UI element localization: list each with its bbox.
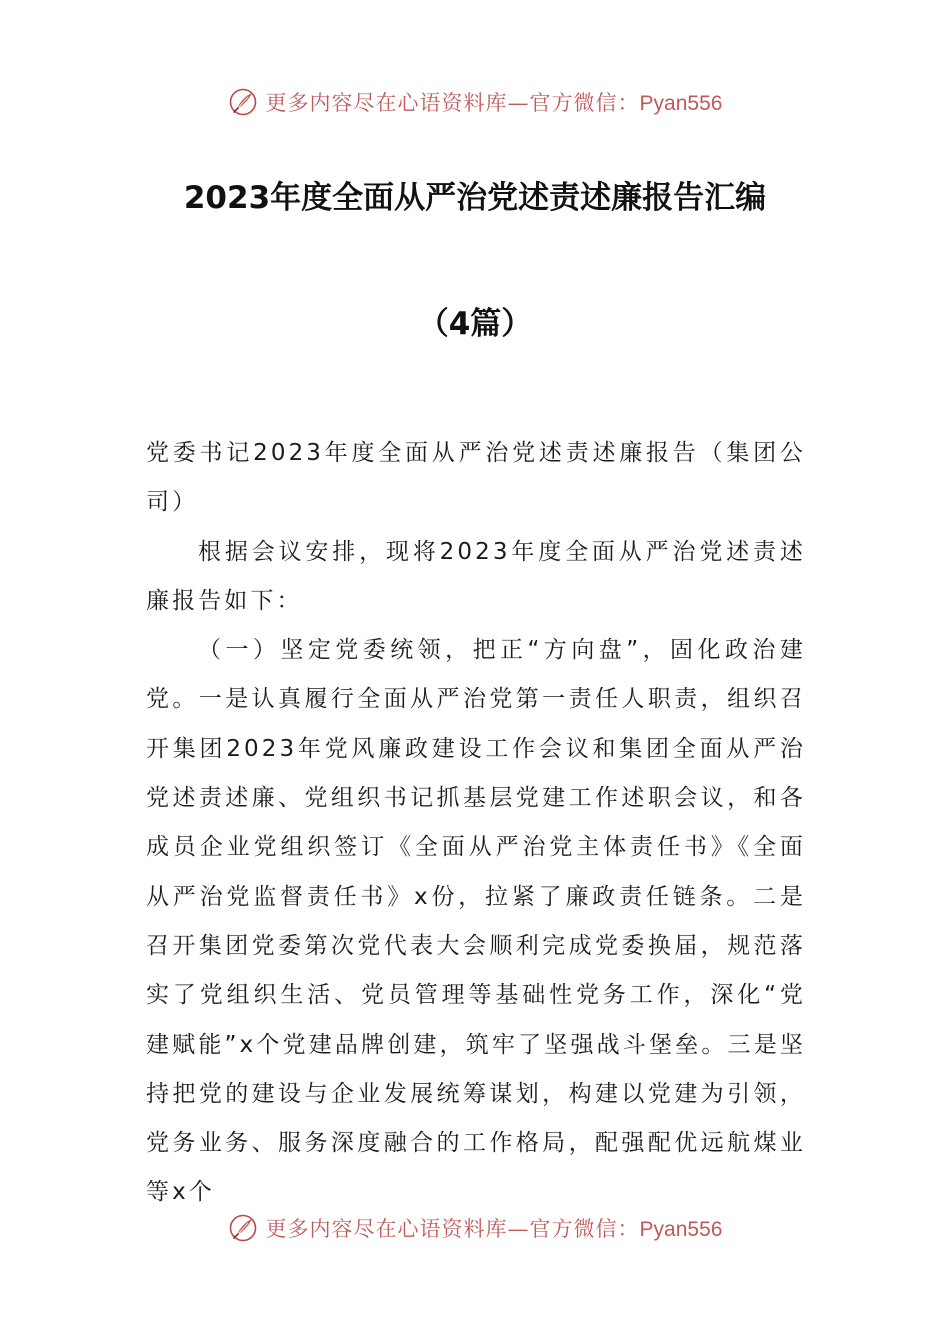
- document-body: [146, 429, 806, 1218]
- intro-paragraph: 根据会议安排，现将2023年度全面从严治党述责述廉报告如下：: [146, 538, 806, 614]
- watermark-banner-top: [0, 82, 950, 122]
- watermark-text: 更多内容尽在心语资料库—官方微信：Pyan556: [265, 1217, 723, 1241]
- watermark-banner-bottom: [0, 1208, 950, 1248]
- feather-pen-logo-icon: [228, 1213, 258, 1243]
- feather-pen-logo-icon: [228, 87, 258, 117]
- report-title: 党委书记2023年度全面从严治党述责述廉报告（集团公司）: [146, 440, 806, 516]
- document-title: 2023年度全面从严治党述责述廉报告汇编: [183, 180, 767, 216]
- watermark-text: 更多内容尽在心语资料库—官方微信：Pyan556: [265, 91, 723, 115]
- document-subtitle: （4篇）: [417, 306, 533, 342]
- section-one-paragraph: （一）坚定党委统领，把正“方向盘”，固化政治建党。一是认真履行全面从严治党第一责任人职责，组织召开集团2023年党风廉政建设工作会议和集团全面从严治党述责述廉、党组织书记抓基层党建工作述职会议，和各成员企业党组织签订《全面从严治党主体责任书》《全面从严治党监督责任书》x份，拉紧了廉政责任链条。二是召开集团党委第次党代表大会顺利完成党委换届，规范落实了党组织生活、党员管理等基础性党务工作，深化“党建赋能”x个党建品牌创建，筑牢了坚强战斗堡垒。三是坚持把党的建设与企业发展统筹谋划，构建以党建为引领，党务业务、服务深度融合的工作格局，配强配优远航煤业等x个: [146, 637, 806, 1206]
